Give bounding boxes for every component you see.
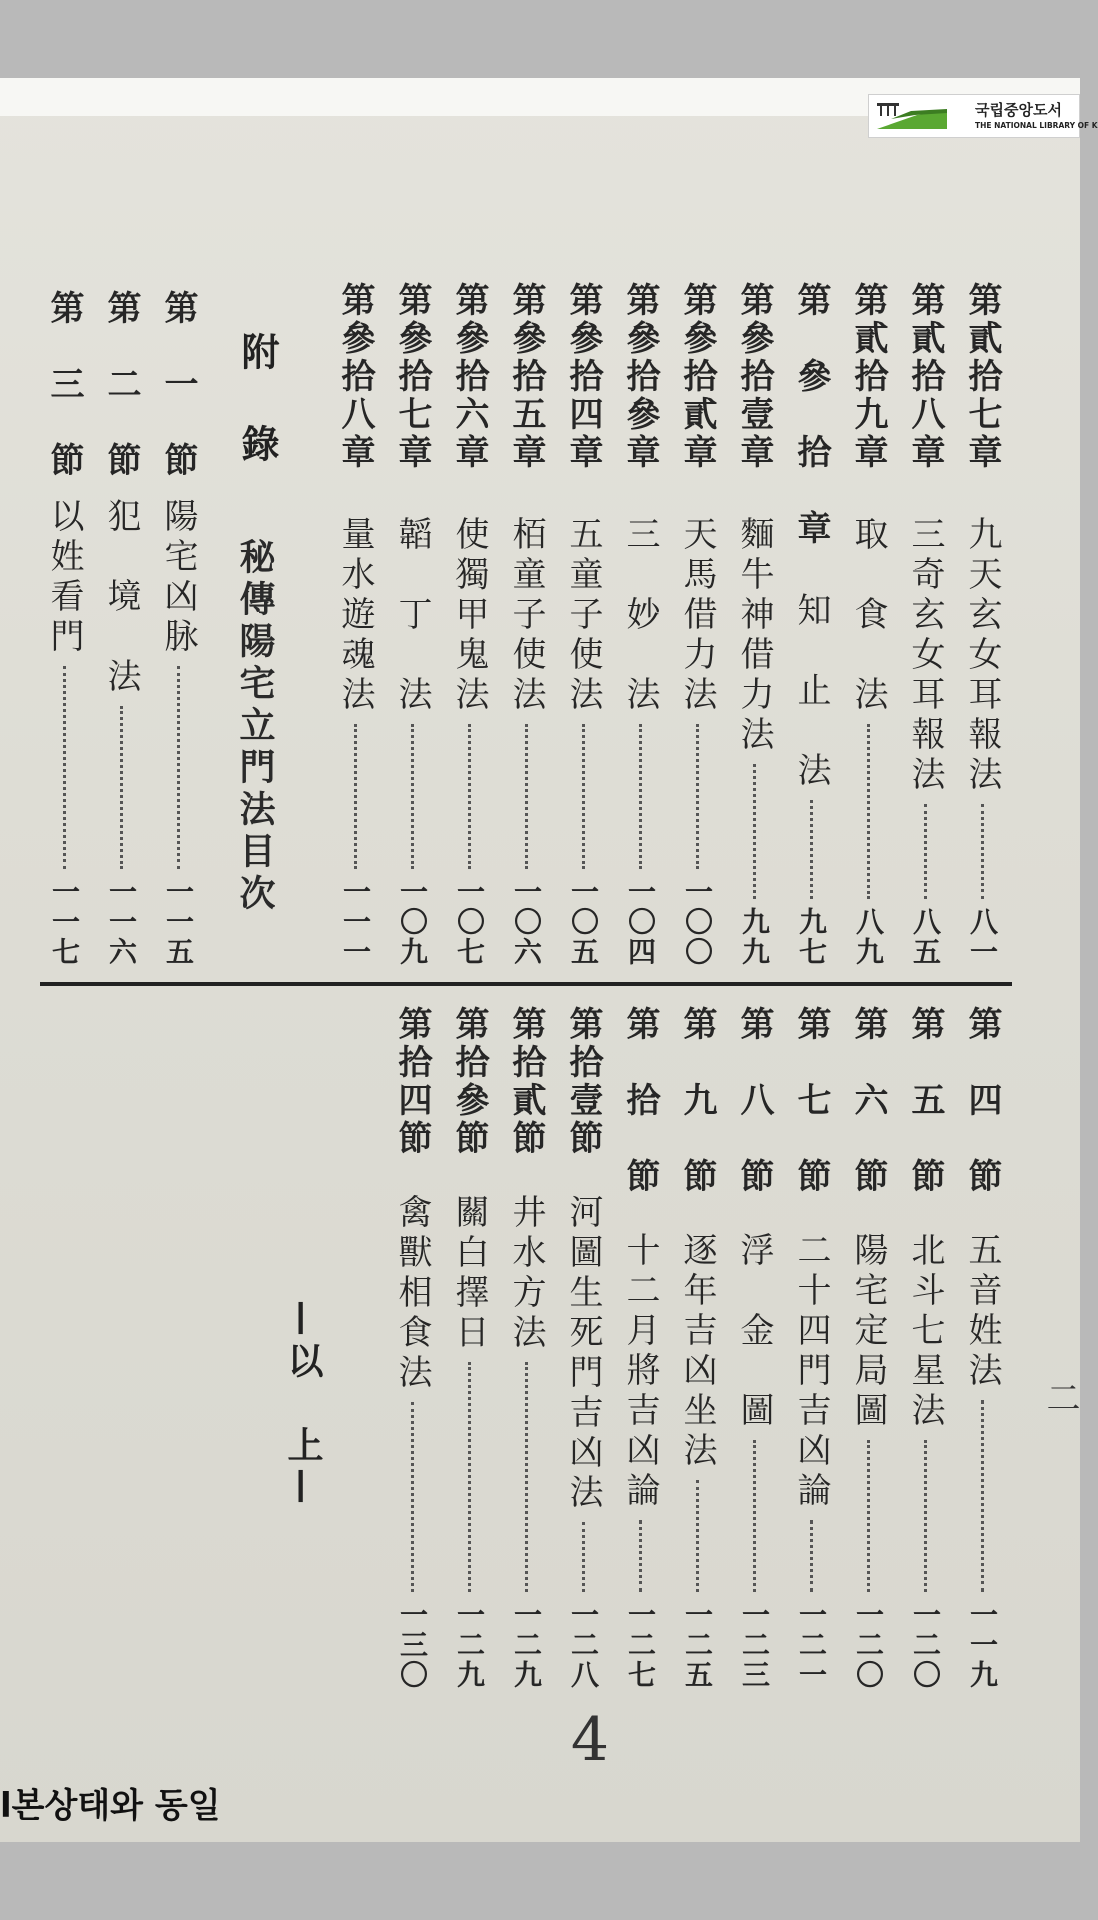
condition-notice: l본상태와 동일 — [0, 1786, 221, 1826]
entry-title: 九天玄女耳報法 — [962, 516, 1002, 796]
chapter-label: 第參拾壹章 — [734, 282, 774, 472]
viewer-bottom-bar — [0, 1842, 1080, 1920]
section-title: 關白擇日 — [449, 1194, 489, 1354]
dot-leader — [411, 1402, 414, 1592]
folio-number: 二 — [1040, 1380, 1080, 1414]
dot-leader — [753, 1440, 756, 1592]
appendix-section — [101, 290, 141, 967]
toc-entry — [335, 282, 375, 967]
chapter-label: 第貳拾九章 — [848, 282, 888, 472]
dot-leader — [639, 724, 642, 869]
page-number: 一二九 — [510, 1600, 543, 1690]
toc-entry — [620, 282, 660, 967]
chapter-label: 第 參 拾 章 — [791, 282, 831, 548]
page-number: 九七 — [795, 907, 828, 967]
toc-entry — [962, 1006, 1002, 1690]
dot-leader — [924, 1440, 927, 1592]
chapter-label: 第參拾四章 — [563, 282, 603, 472]
section-title: 五音姓法 — [962, 1232, 1002, 1392]
dot-leader — [810, 1520, 813, 1592]
chapter-label: 第參拾六章 — [449, 282, 489, 472]
chapter-label: 第參拾貳章 — [677, 282, 717, 472]
toc-entry — [677, 1006, 717, 1690]
page-number: 九九 — [738, 907, 771, 967]
dot-leader — [525, 1362, 528, 1592]
entry-title: 取 食 法 — [848, 516, 888, 716]
dot-leader — [867, 1440, 870, 1592]
toc-entry — [905, 282, 945, 967]
toc-entry — [848, 1006, 888, 1690]
toc-entry — [962, 282, 1002, 967]
section-label: 第 七 節 — [791, 1006, 831, 1196]
chapter-label: 第參拾八章 — [335, 282, 375, 472]
page-number: 一二九 — [453, 1600, 486, 1690]
appendix-title: 秘傳陽宅立門法目次 — [234, 538, 276, 916]
toc-entry — [848, 282, 888, 967]
dot-leader — [582, 724, 585, 869]
library-logo — [868, 94, 1098, 138]
section-title: 浮 金 圖 — [734, 1232, 774, 1432]
toc-entry — [392, 282, 432, 967]
page-number: 一〇七 — [453, 877, 486, 967]
toc-entry — [620, 1006, 660, 1690]
toc-entry — [734, 282, 774, 967]
library-logo-icon — [877, 101, 947, 131]
dot-leader — [981, 1400, 984, 1592]
page-number: 一二八 — [567, 1600, 600, 1690]
section-title: 井水方法 — [506, 1194, 546, 1354]
dot-leader — [411, 724, 414, 869]
page-number: 一二三 — [738, 1600, 771, 1690]
section-label: 第 六 節 — [848, 1006, 888, 1196]
dot-leader — [582, 1522, 585, 1592]
toc-entry — [449, 1006, 489, 1690]
section-title: 二十四門吉凶論 — [791, 1232, 831, 1512]
page-number: 一二七 — [624, 1600, 657, 1690]
dot-leader — [468, 1362, 471, 1592]
section-title: 犯 境 法 — [101, 498, 141, 698]
page-number: 一〇〇 — [681, 877, 714, 967]
dot-leader — [120, 706, 123, 869]
page-number: 八一 — [966, 907, 999, 967]
page-number: 一三〇 — [396, 1600, 429, 1690]
section-label: 第拾壹節 — [563, 1006, 603, 1158]
dot-leader — [468, 724, 471, 869]
appendix-section — [158, 290, 198, 967]
toc-entry — [905, 1006, 945, 1690]
dot-leader — [639, 1520, 642, 1592]
section-label: 第 一 節 — [158, 290, 198, 480]
section-title: 禽獸相食法 — [392, 1194, 432, 1394]
section-title: 陽宅凶脉 — [158, 498, 198, 658]
toc-entry — [791, 1006, 831, 1690]
dot-leader — [981, 804, 984, 899]
appendix-section — [44, 290, 84, 967]
dot-leader — [924, 804, 927, 899]
entry-title: 五童子使法 — [563, 516, 603, 716]
chapter-label: 第參拾七章 — [392, 282, 432, 472]
section-title: 逐年吉凶坐法 — [677, 1232, 717, 1472]
dot-leader — [696, 1480, 699, 1592]
dot-leader — [177, 666, 180, 869]
toc-entry — [506, 1006, 546, 1690]
dot-leader — [354, 724, 357, 869]
section-label: 第 三 節 — [44, 290, 84, 480]
entry-title: 三 妙 法 — [620, 516, 660, 716]
section-title: 陽宅定局圖 — [848, 1232, 888, 1432]
page-number: 八五 — [909, 907, 942, 967]
library-name-english: THE NATIONAL LIBRARY OF K — [975, 121, 1098, 130]
dot-leader — [810, 800, 813, 899]
page-number: 一〇五 — [567, 877, 600, 967]
entry-title: 麵牛神借力法 — [734, 516, 774, 756]
page-number: 一二五 — [681, 1600, 714, 1690]
page-number: 一一一 — [339, 877, 372, 967]
dot-leader — [525, 724, 528, 869]
entry-title: 韜 丁 法 — [392, 516, 432, 716]
page-number: 一一九 — [966, 1600, 999, 1690]
section-label: 第 五 節 — [905, 1006, 945, 1196]
section-title: 十二月將吉凶論 — [620, 1232, 660, 1512]
appendix-mark: 附 錄 — [235, 332, 280, 470]
dot-leader — [696, 724, 699, 869]
toc-entry — [791, 282, 831, 967]
section-label: 第 二 節 — [101, 290, 141, 480]
page-number: 一一六 — [105, 877, 138, 967]
section-label: 第 拾 節 — [620, 1006, 660, 1196]
library-name-korean: 국립중앙도서 — [975, 101, 1062, 119]
section-label: 第拾參節 — [449, 1006, 489, 1158]
toc-entry — [506, 282, 546, 967]
page-number: 一二一 — [795, 1600, 828, 1690]
section-label: 第拾貳節 — [506, 1006, 546, 1158]
chapter-label: 第貳拾七章 — [962, 282, 1002, 472]
section-label: 第拾四節 — [392, 1006, 432, 1158]
section-title: 河圖生死門吉凶法 — [563, 1194, 603, 1514]
page-number: 一〇四 — [624, 877, 657, 967]
page-number: 一二〇 — [909, 1600, 942, 1690]
page-number: 一一七 — [48, 877, 81, 967]
entry-title: 三奇玄女耳報法 — [905, 516, 945, 796]
page-number: 八九 — [852, 907, 885, 967]
section-title: 以姓看門 — [44, 498, 84, 658]
toc-entry — [392, 1006, 432, 1690]
chapter-label: 第參拾參章 — [620, 282, 660, 472]
entry-title: 使獨甲鬼法 — [449, 516, 489, 716]
section-title: 北斗七星法 — [905, 1232, 945, 1432]
section-label: 第 九 節 — [677, 1006, 717, 1196]
viewer-top-bar — [0, 0, 1080, 78]
entry-title: 量水遊魂法 — [335, 516, 375, 716]
entry-title: 栢童子使法 — [506, 516, 546, 716]
end-mark: —以 上— — [282, 1300, 324, 1510]
section-label: 第 四 節 — [962, 1006, 1002, 1196]
entry-title: 天馬借力法 — [677, 516, 717, 716]
dot-leader — [753, 764, 756, 899]
toc-entry — [563, 1006, 603, 1690]
page-number: 一〇六 — [510, 877, 543, 967]
toc-entry — [449, 282, 489, 967]
dot-leader — [63, 666, 66, 869]
dot-leader — [867, 724, 870, 899]
page-number: 一〇九 — [396, 877, 429, 967]
section-divider — [40, 982, 1012, 986]
scan-page-number: 4 — [570, 1705, 610, 1775]
chapter-label: 第參拾五章 — [506, 282, 546, 472]
chapter-label: 第貳拾八章 — [905, 282, 945, 472]
page-number: 一二〇 — [852, 1600, 885, 1690]
entry-title: 知 止 法 — [791, 592, 831, 792]
page-number: 一一五 — [162, 877, 195, 967]
toc-entry — [677, 282, 717, 967]
toc-entry — [563, 282, 603, 967]
toc-entry — [734, 1006, 774, 1690]
section-label: 第 八 節 — [734, 1006, 774, 1196]
